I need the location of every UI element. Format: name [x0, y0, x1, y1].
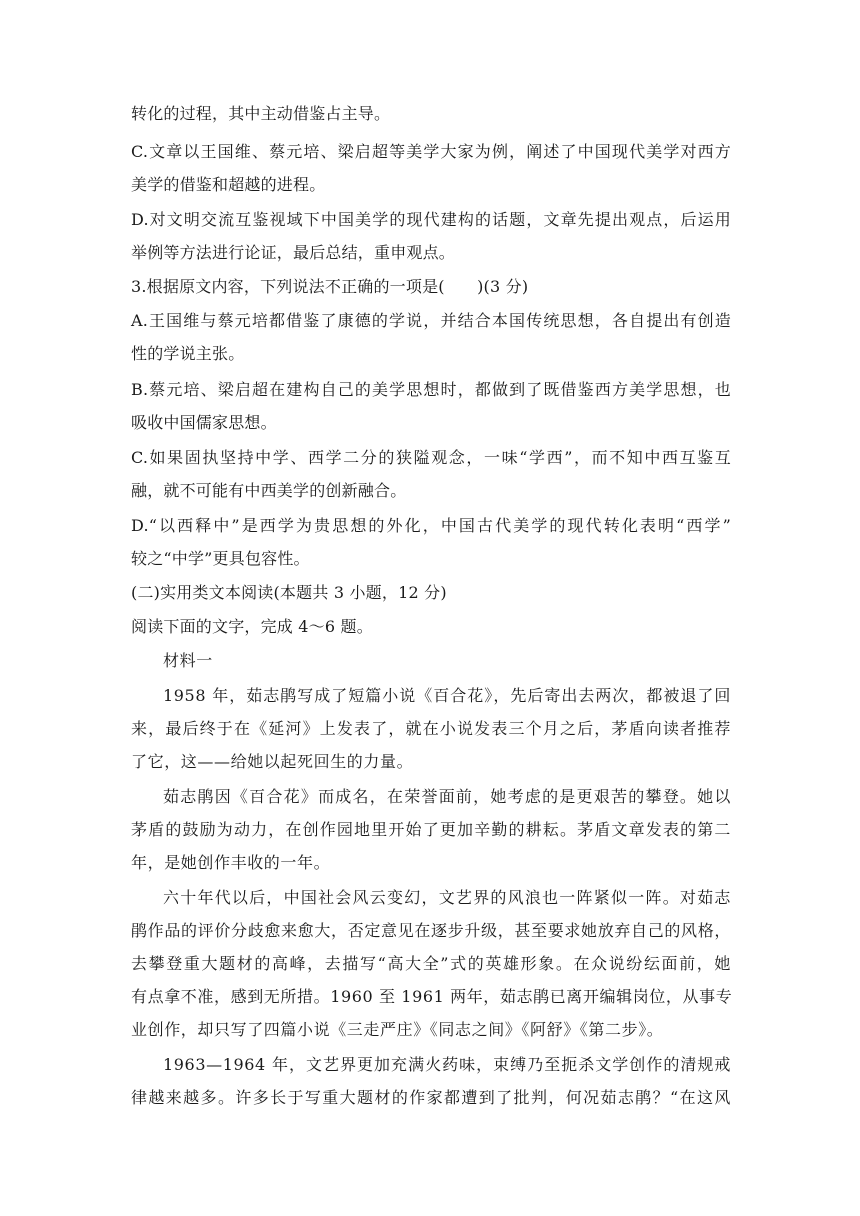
- q3-stem: 3.根据原文内容，下列说法不正确的一项是( )(3 分): [131, 277, 529, 296]
- material-p3-line4: 有点拿不准，感到无所措。1960 至 1961 两年，茹志鹃已离开编辑岗位，从事专: [131, 987, 733, 1006]
- material-p2-line1: 茹志鹃因《百合花》而成名，在荣誉面前，她考虑的是更艰苦的攀登。她以: [163, 787, 731, 806]
- material-p3-line2: 鹃作品的评价分歧愈来愈大，否定意见在逐步升级，甚至要求她放弃自己的风格，: [131, 921, 731, 940]
- q3-option-a-line2: 性的学说主张。: [131, 344, 245, 363]
- q3-option-b-line2: 吸收中国儒家思想。: [131, 413, 277, 432]
- q3-option-d-line2: 较之“中学”更具包容性。: [131, 549, 310, 568]
- material-label: 材料一: [163, 651, 213, 670]
- q3-option-d-line1: D.“以西释中”是西学为贵思想的外化，中国古代美学的现代转化表明“西学”: [131, 516, 731, 535]
- material-p3-line3: 去攀登重大题材的高峰，去描写“高大全”式的英雄形象。在众说纷纭面前，她: [131, 954, 731, 973]
- q2-option-b-tail: 转化的过程，其中主动借鉴占主导。: [131, 104, 391, 123]
- q3-option-c-line1: C.如果固执坚持中学、西学二分的狭隘观念，一味“学西”，而不知中西互鉴互: [131, 448, 731, 467]
- material-p3-line5: 业创作，却只写了四篇小说《三走严庄》《同志之间》《阿舒》《第二步》。: [131, 1020, 664, 1039]
- material-p4-line1: 1963—1964 年，文艺界更加充满火药味，束缚乃至扼杀文学创作的清规戒: [163, 1055, 731, 1074]
- material-p2-line3: 年，是她创作丰收的一年。: [131, 853, 331, 872]
- material-p1-line1: 1958 年，茹志鹃写成了短篇小说《百合花》，先后寄出去两次，都被退了回: [163, 686, 731, 705]
- q2-option-d-line1: D.对文明交流互鉴视域下中国美学的现代建构的话题，文章先提出观点，后运用: [131, 210, 731, 229]
- material-p3-line1: 六十年代以后，中国社会风云变幻，文艺界的风浪也一阵紧似一阵。对茹志: [163, 888, 731, 907]
- q3-option-a-line1: A.王国维与蔡元培都借鉴了康德的学说，并结合本国传统思想，各自提出有创造: [131, 311, 731, 330]
- section-instruction: 阅读下面的文字，完成 4～6 题。: [131, 617, 373, 636]
- material-p2-line2: 茅盾的鼓励为动力，在创作园地里开始了更加辛勤的耕耘。茅盾文章发表的第二: [131, 820, 731, 839]
- q2-option-c-line1: C.文章以王国维、蔡元培、梁启超等美学大家为例，阐述了中国现代美学对西方: [131, 142, 731, 161]
- q2-option-d-line2: 举例等方法进行论证，最后总结，重申观点。: [131, 243, 456, 262]
- material-p1-line2: 来，最后终于在《延河》上发表了，就在小说发表三个月之后，茅盾向读者推荐: [131, 719, 731, 738]
- q3-option-b-line1: B.蔡元培、梁启超在建构自己的美学思想时，都做到了既借鉴西方美学思想，也: [131, 380, 731, 399]
- section-heading: (二)实用类文本阅读(本题共 3 小题，12 分): [131, 583, 447, 602]
- q3-option-c-line2: 融，就不可能有中西美学的创新融合。: [131, 481, 407, 500]
- q2-option-c-line2: 美学的借鉴和超越的进程。: [131, 175, 326, 194]
- material-p4-line2: 律越来越多。许多长于写重大题材的作家都遭到了批判，何况茹志鹃？“在这风: [131, 1088, 731, 1107]
- material-p1-line3: 了它，这——给她以起死回生的力量。: [131, 752, 414, 771]
